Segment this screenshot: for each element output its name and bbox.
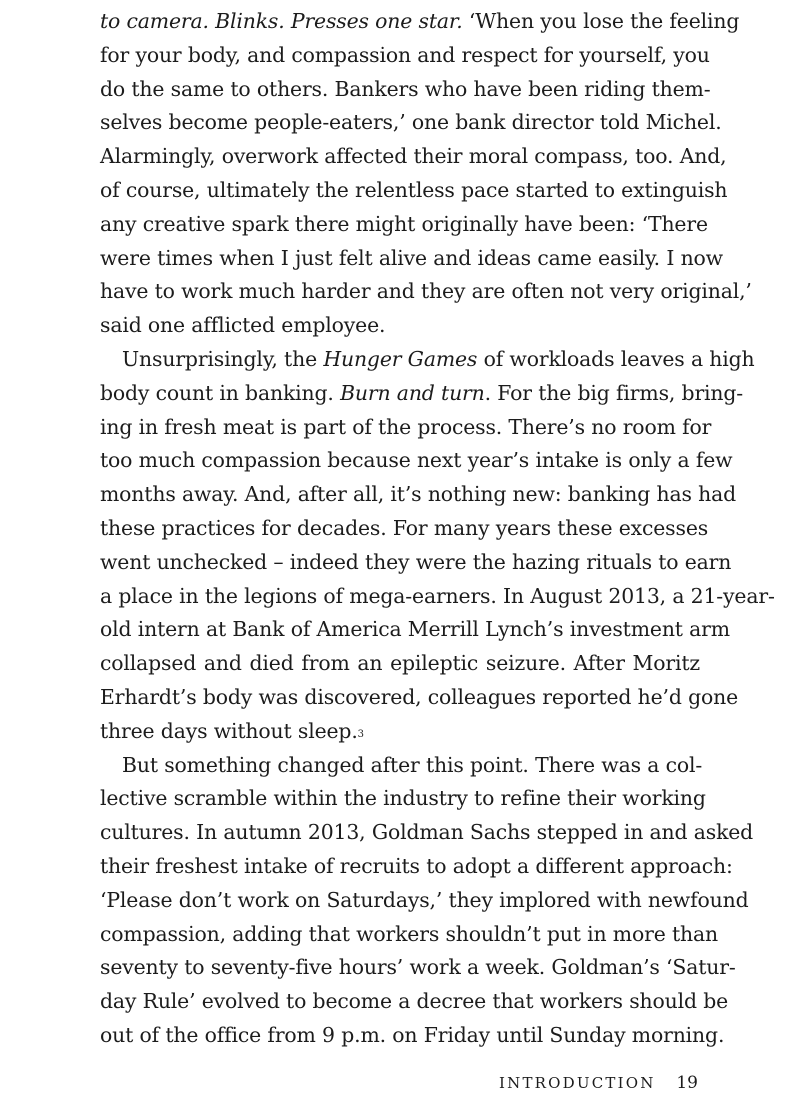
text-run: went unchecked – indeed they were the hazing rituals to earn xyxy=(100,549,732,574)
text-line xyxy=(100,275,752,309)
text-line xyxy=(100,512,709,546)
text-run: body count in banking. xyxy=(100,380,341,405)
text-run: selves become people-eaters,’ one bank director told Michel. xyxy=(100,110,722,135)
text-line xyxy=(100,647,700,681)
text-run: compassion, adding that workers shouldn’t put in more than xyxy=(100,921,718,946)
page-number: 19 xyxy=(676,1073,698,1093)
text-run: said one afflicted employee. xyxy=(100,313,386,338)
text-line xyxy=(100,918,718,952)
text-run: do the same to others. Bankers who have been riding them- xyxy=(100,76,711,101)
text-line xyxy=(100,309,700,343)
text-line xyxy=(100,1019,725,1053)
text-line xyxy=(100,715,700,749)
text-run: But something changed after this point. There was a col- xyxy=(122,752,703,777)
text-run: ing in fresh meat is part of the process. There’s no room for xyxy=(100,414,712,439)
text-line xyxy=(100,749,703,783)
italic-text: Burn and turn xyxy=(340,380,485,405)
page-body xyxy=(100,5,775,1053)
text-line xyxy=(100,73,711,107)
paragraph xyxy=(100,749,754,1053)
text-run: months away. And, after all, it’s nothing new: banking has had xyxy=(100,482,737,507)
text-run: . For the big firms, bring- xyxy=(484,380,744,405)
text-line xyxy=(100,613,730,647)
text-line xyxy=(100,580,775,614)
text-run: of course, ultimately the relentless pace started to extinguish xyxy=(100,177,728,202)
text-line xyxy=(100,208,708,242)
paragraph xyxy=(100,5,752,343)
text-run: Alarmingly, overwork affected their moral compass, too. And, xyxy=(100,144,727,169)
text-run: too much compassion because next year’s intake is only a few xyxy=(100,448,733,473)
paragraph xyxy=(100,343,775,749)
text-run: cultures. In autumn 2013, Goldman Sachs stepped in and asked xyxy=(100,820,754,845)
text-line xyxy=(100,546,732,580)
text-run: were times when I just felt alive and ideas came easily. I now xyxy=(100,245,723,270)
text-run: their freshest intake of recruits to adopt a different approach: xyxy=(100,853,733,878)
text-line xyxy=(100,5,740,39)
text-run: Erhardt’s body was discovered, colleagues reported he’d gone xyxy=(100,684,739,709)
text-run: these practices for decades. For many years these excesses xyxy=(100,515,709,540)
text-run: a place in the legions of mega-earners. In August 2013, a 21-year- xyxy=(100,583,775,608)
text-run: for your body, and compassion and respect for yourself, you xyxy=(100,42,710,67)
text-line xyxy=(100,377,744,411)
page-footer xyxy=(499,1073,698,1093)
italic-text: to camera. Blinks. Presses one star. xyxy=(100,9,463,33)
text-run: have to work much harder and they are often not very original,’ xyxy=(100,279,752,304)
text-line xyxy=(100,884,749,918)
text-line xyxy=(100,782,706,816)
text-run: collapsed and died from an epileptic seizure. After Moritz xyxy=(100,651,700,676)
text-line xyxy=(100,444,733,478)
text-run: of workloads leaves a high xyxy=(477,346,755,371)
text-line xyxy=(100,39,710,73)
text-line xyxy=(100,174,728,208)
text-line xyxy=(100,343,755,377)
text-run: out of the office from 9 p.m. on Friday until Sunday morning. xyxy=(100,1022,725,1047)
italic-text: Hunger Games xyxy=(323,346,478,371)
text-line xyxy=(100,985,729,1019)
footnote-marker: 3 xyxy=(357,728,364,740)
text-run: ‘When you lose the feeling xyxy=(462,9,740,33)
running-head: INTRODUCTION xyxy=(499,1074,656,1092)
text-line xyxy=(100,411,712,445)
text-run: day Rule’ evolved to become a decree that workers should be xyxy=(100,989,729,1014)
text-line xyxy=(100,951,736,985)
text-line xyxy=(100,242,723,276)
text-line xyxy=(100,816,754,850)
text-run: Unsurprisingly, the xyxy=(122,346,324,371)
text-run: old intern at Bank of America Merrill Lynch’s investment arm xyxy=(100,617,730,642)
text-line xyxy=(100,140,727,174)
text-line xyxy=(100,106,722,140)
text-line xyxy=(100,850,733,884)
text-run: ‘Please don’t work on Saturdays,’ they implored with newfound xyxy=(100,887,749,912)
text-run: lective scramble within the industry to refine their working xyxy=(100,786,706,811)
text-line xyxy=(100,478,737,512)
text-run: any creative spark there might originally have been: ‘There xyxy=(100,211,708,236)
text-line xyxy=(100,681,739,715)
text-run: seventy to seventy-five hours’ work a week. Goldman’s ‘Satur- xyxy=(100,955,736,980)
text-run: three days without sleep. xyxy=(100,718,358,743)
